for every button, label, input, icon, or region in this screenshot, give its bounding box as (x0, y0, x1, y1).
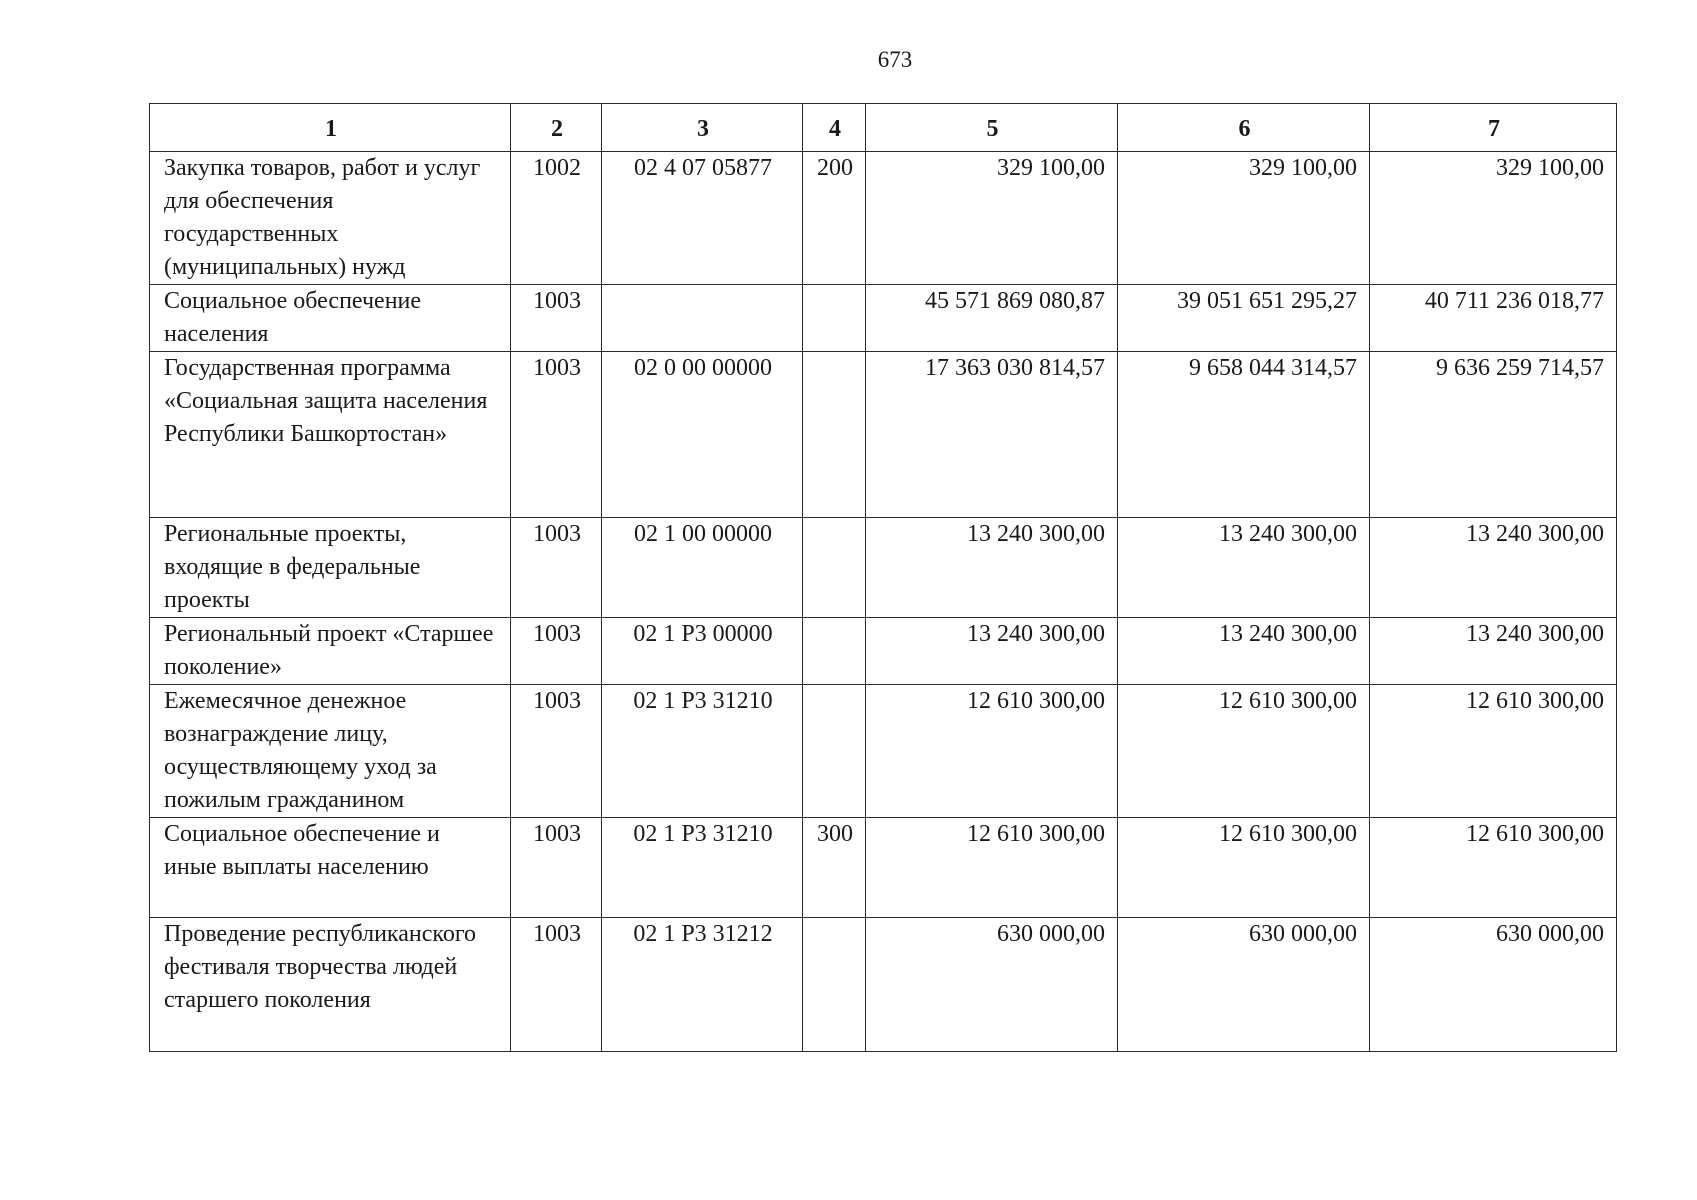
row-name-cell: Проведение республиканского фестиваля творчества людей старшего поколения (150, 918, 511, 1052)
row-year3-cell: 329 100,00 (1370, 152, 1617, 285)
row-year3-cell: 13 240 300,00 (1370, 618, 1617, 685)
row-type-cell: 200 (803, 152, 866, 285)
row-type-cell (803, 918, 866, 1052)
header-cell-2: 2 (511, 104, 602, 152)
table-row (150, 918, 1617, 1052)
row-article-cell: 02 0 00 00000 (602, 352, 803, 518)
row-name-cell: Социальное обеспечение и иные выплаты населению (150, 818, 511, 918)
row-year1-cell: 329 100,00 (866, 152, 1118, 285)
header-cell-3: 3 (602, 104, 803, 152)
row-section-cell: 1003 (511, 518, 602, 618)
table-row (150, 285, 1617, 352)
row-year1-cell: 630 000,00 (866, 918, 1118, 1052)
row-year1-cell: 45 571 869 080,87 (866, 285, 1118, 352)
row-year2-cell: 13 240 300,00 (1118, 518, 1370, 618)
header-cell-6: 6 (1118, 104, 1370, 152)
header-cell-1: 1 (150, 104, 511, 152)
budget-table (149, 103, 1617, 1052)
page-number: 673 (877, 47, 913, 72)
row-name-cell: Региональный проект «Старшее поколение» (150, 618, 511, 685)
row-article-cell: 02 1 Р3 31210 (602, 685, 803, 818)
table-header-row (150, 104, 1617, 152)
row-section-cell: 1003 (511, 352, 602, 518)
row-article-cell: 02 1 00 00000 (602, 518, 803, 618)
row-type-cell: 300 (803, 818, 866, 918)
row-year1-cell: 12 610 300,00 (866, 818, 1118, 918)
row-name-cell: Закупка товаров, работ и услуг для обеспечения государственных (муниципальных) нужд (150, 152, 511, 285)
row-year1-cell: 12 610 300,00 (866, 685, 1118, 818)
row-name-cell: Региональные проекты, входящие в федеральные проекты (150, 518, 511, 618)
row-year3-cell: 12 610 300,00 (1370, 818, 1617, 918)
row-year3-cell: 40 711 236 018,77 (1370, 285, 1617, 352)
row-year1-cell: 13 240 300,00 (866, 518, 1118, 618)
row-year2-cell: 329 100,00 (1118, 152, 1370, 285)
row-type-cell (803, 352, 866, 518)
row-type-cell (803, 685, 866, 818)
row-year2-cell: 39 051 651 295,27 (1118, 285, 1370, 352)
row-year2-cell: 13 240 300,00 (1118, 618, 1370, 685)
row-section-cell: 1003 (511, 285, 602, 352)
row-year2-cell: 9 658 044 314,57 (1118, 352, 1370, 518)
row-year1-cell: 17 363 030 814,57 (866, 352, 1118, 518)
header-cell-4: 4 (803, 104, 866, 152)
table-row (150, 518, 1617, 618)
row-article-cell: 02 4 07 05877 (602, 152, 803, 285)
row-name-cell: Ежемесячное денежное вознаграждение лицу, осуществляющему уход за пожилым гражданином (150, 685, 511, 818)
row-year3-cell: 13 240 300,00 (1370, 518, 1617, 618)
row-year3-cell: 9 636 259 714,57 (1370, 352, 1617, 518)
row-year1-cell: 13 240 300,00 (866, 618, 1118, 685)
row-section-cell: 1003 (511, 818, 602, 918)
row-name-cell: Государственная программа «Социальная защита населения Республики Башкортостан» (150, 352, 511, 518)
row-type-cell (803, 518, 866, 618)
row-section-cell: 1002 (511, 152, 602, 285)
row-article-cell: 02 1 Р3 00000 (602, 618, 803, 685)
table-row (150, 352, 1617, 518)
table-row (150, 152, 1617, 285)
row-article-cell (602, 285, 803, 352)
row-type-cell (803, 285, 866, 352)
header-cell-7: 7 (1370, 104, 1617, 152)
table-row (150, 818, 1617, 918)
row-name-cell: Социальное обеспечение населения (150, 285, 511, 352)
row-section-cell: 1003 (511, 618, 602, 685)
row-section-cell: 1003 (511, 685, 602, 818)
table-row (150, 618, 1617, 685)
row-year2-cell: 12 610 300,00 (1118, 818, 1370, 918)
row-year3-cell: 630 000,00 (1370, 918, 1617, 1052)
row-article-cell: 02 1 Р3 31212 (602, 918, 803, 1052)
header-cell-5: 5 (866, 104, 1118, 152)
row-year2-cell: 630 000,00 (1118, 918, 1370, 1052)
table-row (150, 685, 1617, 818)
row-year2-cell: 12 610 300,00 (1118, 685, 1370, 818)
row-type-cell (803, 618, 866, 685)
row-section-cell: 1003 (511, 918, 602, 1052)
row-article-cell: 02 1 Р3 31210 (602, 818, 803, 918)
row-year3-cell: 12 610 300,00 (1370, 685, 1617, 818)
